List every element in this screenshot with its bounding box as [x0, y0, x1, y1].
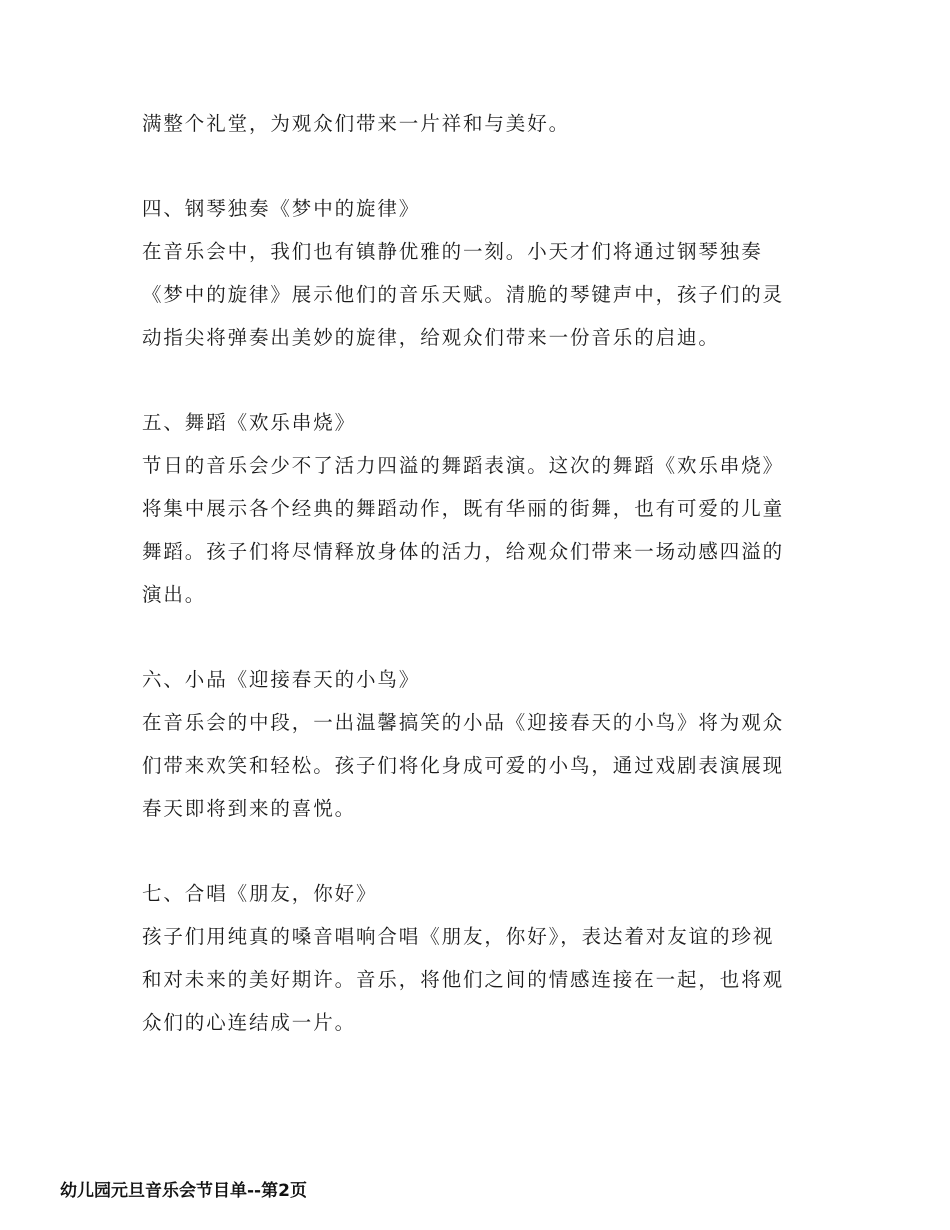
paragraph-line: 动指尖将弹奏出美妙的旋律，给观众们带来一份音乐的启迪。	[142, 326, 720, 349]
section-heading: 六、小品《迎接春天的小鸟》	[142, 668, 421, 691]
paragraph-line: 将集中展示各个经典的舞蹈动作，既有华丽的街舞，也有可爱的儿童	[142, 497, 785, 520]
paragraph-gap	[142, 616, 802, 658]
paragraph-line: 们带来欢笑和轻松。孩子们将化身成可爱的小鸟，通过戏剧表演展现	[142, 754, 785, 777]
paragraph-gap	[142, 830, 802, 872]
paragraph-line: 和对未来的美好期许。音乐，将他们之间的情感连接在一起，也将观	[142, 968, 785, 991]
section-dance	[142, 401, 802, 616]
section-heading: 四、钢琴独奏《梦中的旋律》	[142, 197, 421, 220]
section-heading: 五、舞蹈《欢乐串烧》	[142, 411, 357, 434]
paragraph-gap	[142, 145, 802, 187]
section-skit	[142, 658, 802, 830]
document-body	[142, 102, 802, 1044]
section-piano-solo	[142, 187, 802, 359]
paragraph-line: 孩子们用纯真的嗓音唱响合唱《朋友，你好》，表达着对友谊的珍视	[142, 925, 775, 948]
paragraph-line: 在音乐会的中段，一出温馨搞笑的小品《迎接春天的小鸟》将为观众	[142, 711, 785, 734]
paragraph-line: 在音乐会中，我们也有镇静优雅的一刻。小天才们将通过钢琴独奏	[142, 240, 763, 263]
page-footer: 幼儿园元旦音乐会节目单--第2页	[60, 1181, 307, 1201]
intro-tail-line: 满整个礼堂，为观众们带来一片祥和与美好。	[142, 112, 571, 135]
paragraph-gap	[142, 359, 802, 401]
paragraph-line: 《梦中的旋律》展示他们的音乐天赋。清脆的琴键声中，孩子们的灵	[142, 283, 785, 306]
section-chorus	[142, 872, 802, 1044]
paragraph-line: 众们的心连结成一片。	[142, 1011, 357, 1034]
paragraph-line: 春天即将到来的喜悦。	[142, 797, 357, 820]
paragraph-line: 节日的音乐会少不了活力四溢的舞蹈表演。这次的舞蹈《欢乐串烧》	[142, 454, 785, 477]
paragraph-line: 演出。	[142, 583, 207, 606]
paragraph-line: 舞蹈。孩子们将尽情释放身体的活力，给观众们带来一场动感四溢的	[142, 540, 785, 563]
section-heading: 七、合唱《朋友，你好》	[142, 882, 378, 905]
